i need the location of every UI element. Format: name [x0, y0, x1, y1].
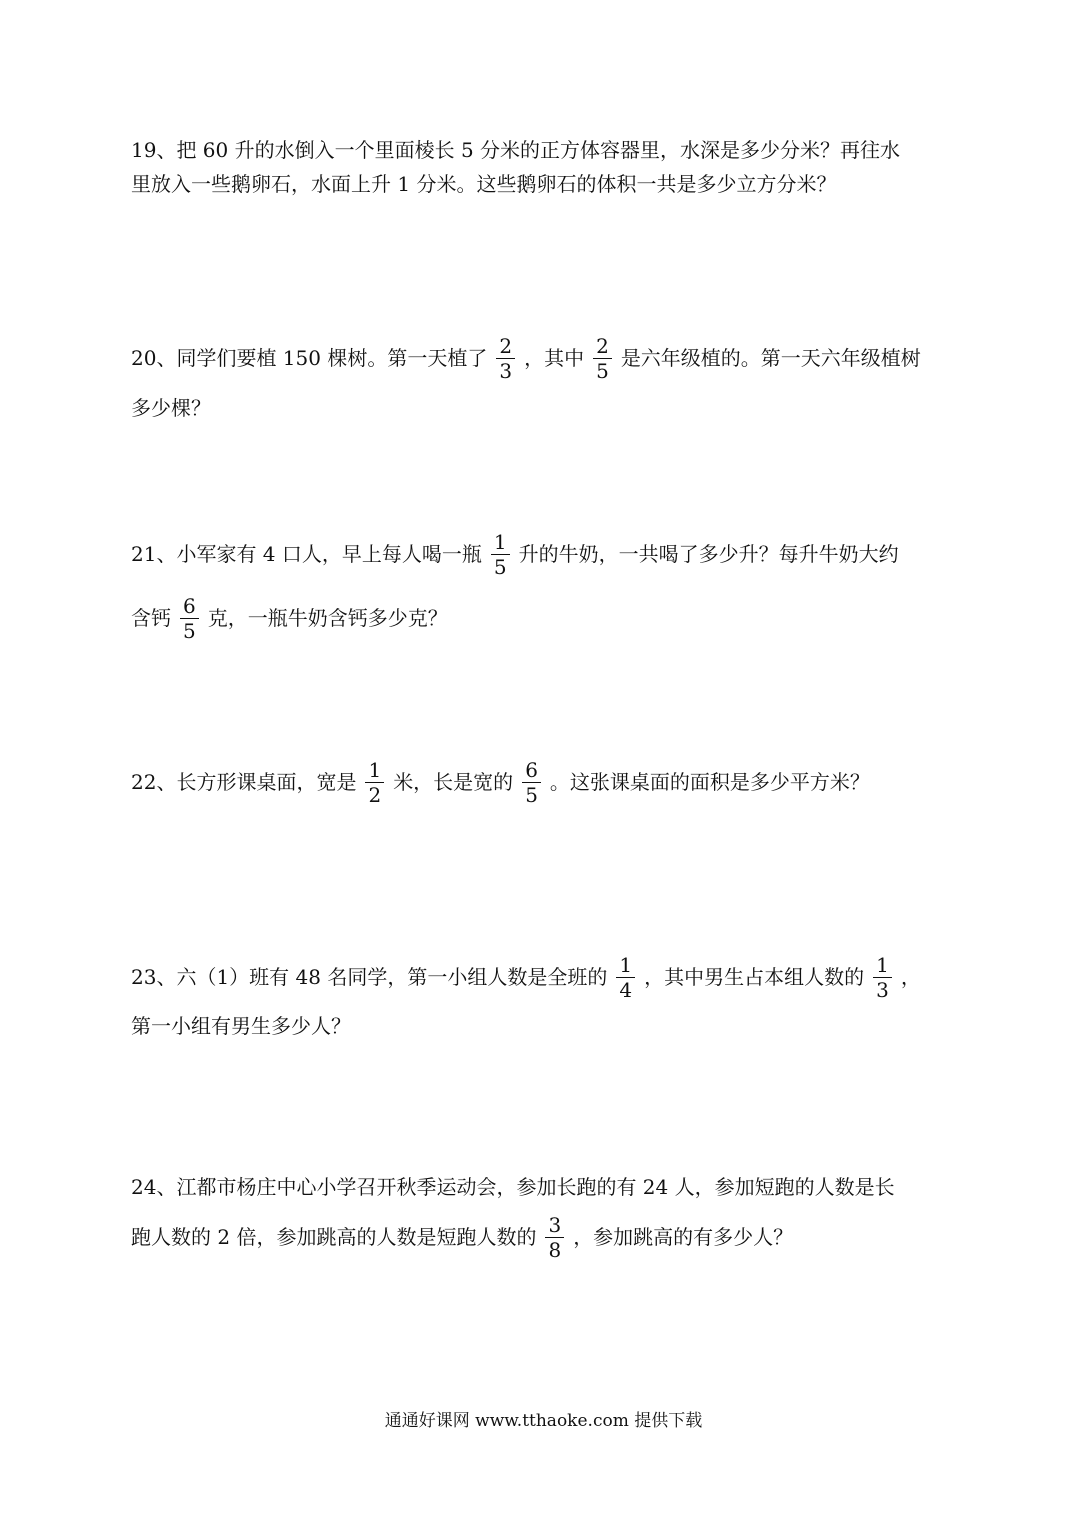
fraction-2-3 [496, 335, 515, 382]
problem-24-text-1: 24、江都市杨庄中心小学召开秋季运动会，参加长跑的有 24 人，参加短跑的人数是长 [131, 1175, 895, 1199]
fraction-numerator: 1 [491, 531, 510, 555]
problem-23-text-2: ，其中男生占本组人数的 [644, 965, 865, 989]
problem-23-text-1: 23、六（1）班有 48 名同学，第一小组人数是全班的 [131, 965, 608, 989]
fraction-numerator: 6 [522, 759, 541, 783]
problem-20-text-4: 多少棵？ [131, 396, 211, 420]
problem-24-text-2: 跑人数的 2 倍，参加跳高的人数是短跑人数的 [131, 1225, 537, 1249]
problem-21-text-1: 21、小军家有 4 口人，早上每人喝一瓶 [131, 542, 482, 566]
page-footer: 通通好课网 www.tthaoke.com 提供下载 [384, 1411, 703, 1431]
problem-20-line-1 [131, 333, 921, 383]
fraction-denominator: 3 [499, 358, 513, 383]
problem-22-text-1: 22、长方形课桌面，宽是 [131, 770, 357, 794]
fraction-1-2 [365, 759, 384, 806]
fraction-numerator: 1 [616, 954, 635, 978]
fraction-6-5 [522, 759, 541, 806]
problem-23-line-2 [131, 1014, 351, 1038]
problem-22-text-2: 米，长是宽的 [393, 770, 514, 794]
fraction-numerator: 2 [593, 335, 612, 359]
fraction-1-4 [616, 954, 635, 1001]
problem-20-line-2 [131, 396, 211, 420]
fraction-denominator: 8 [548, 1237, 562, 1262]
fraction-3-8 [545, 1214, 564, 1261]
fraction-denominator: 5 [183, 618, 196, 643]
problem-20-text-2: ，其中 [524, 346, 585, 370]
fraction-denominator: 4 [619, 977, 633, 1002]
problem-23-text-3: ， [900, 965, 921, 989]
fraction-denominator: 5 [525, 782, 538, 807]
problem-19-text-2: 里放入一些鹅卵石，水面上升 1 分米。这些鹅卵石的体积一共是多少立方分米？ [131, 172, 837, 196]
fraction-numerator: 1 [873, 954, 892, 978]
problem-21-line-2 [131, 593, 448, 643]
problem-24-line-2 [131, 1212, 794, 1262]
problem-23-text-4: 第一小组有男生多少人？ [131, 1014, 351, 1038]
problem-20-text-3: 是六年级植的。第一天六年级植树 [620, 346, 921, 370]
fraction-numerator: 3 [545, 1214, 564, 1238]
problem-23-line-1 [131, 952, 921, 1002]
fraction-numerator: 2 [496, 335, 515, 359]
problem-24-text-3: ，参加跳高的有多少人？ [573, 1225, 794, 1249]
problem-19-line-1 [131, 138, 900, 162]
fraction-2-5 [593, 335, 612, 382]
problem-21-text-3: 含钙 [131, 606, 171, 630]
fraction-denominator: 2 [368, 782, 382, 807]
fraction-1-3 [873, 954, 892, 1001]
problem-21-line-1 [131, 529, 899, 579]
problem-21-text-2: 升的牛奶，一共喝了多少升？每升牛奶大约 [518, 542, 899, 566]
problem-24-line-1 [131, 1175, 895, 1199]
problem-19-text-1: 19、把 60 升的水倒入一个里面棱长 5 分米的正方体容器里，水深是多少分米？再往水 [131, 138, 901, 162]
problem-20-text-1: 20、同学们要植 150 棵树。第一天植了 [131, 346, 488, 370]
fraction-denominator: 5 [493, 554, 507, 579]
problem-19-line-2 [131, 172, 836, 196]
fraction-denominator: 5 [596, 358, 609, 383]
fraction-numerator: 6 [180, 595, 199, 619]
fraction-6-5 [180, 595, 199, 642]
problem-22-text-3: 。这张课桌面的面积是多少平方米？ [549, 770, 870, 794]
fraction-1-5 [491, 531, 510, 578]
problem-22-line-1 [131, 757, 870, 807]
fraction-denominator: 3 [876, 977, 889, 1002]
problem-21-text-4: 克，一瓶牛奶含钙多少克？ [207, 606, 448, 630]
fraction-numerator: 1 [365, 759, 384, 783]
